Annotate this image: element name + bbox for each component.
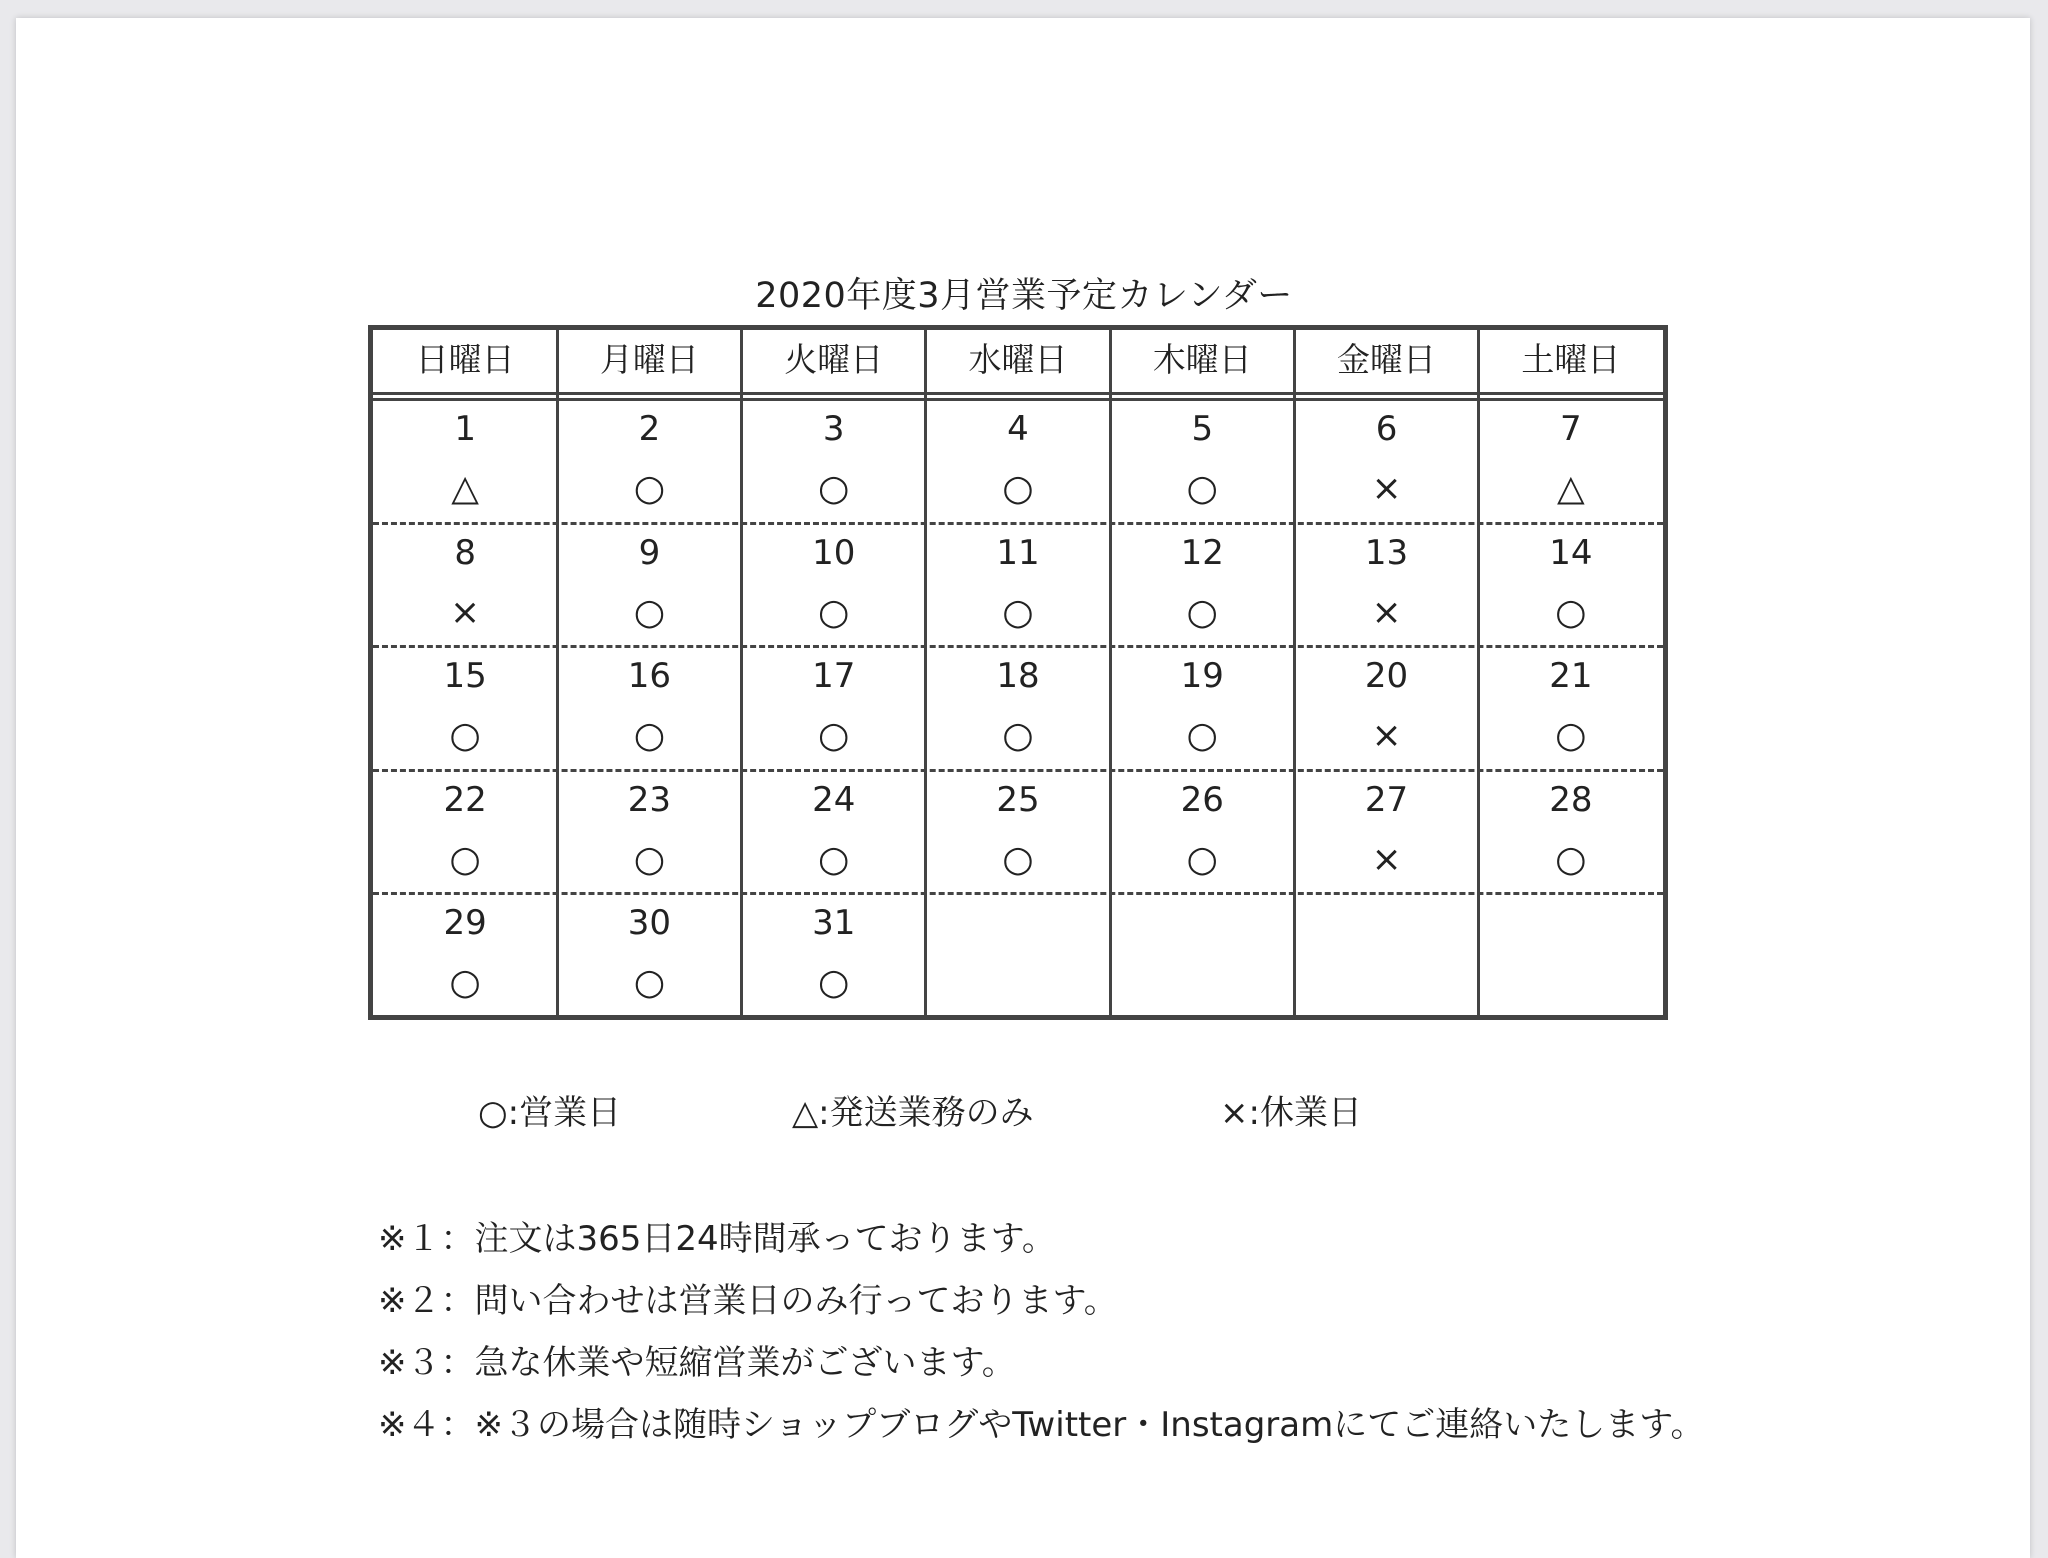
notes-list bbox=[378, 1208, 1705, 1456]
day-number: 2 bbox=[638, 409, 661, 449]
status-mark: ○ bbox=[1002, 715, 1034, 757]
note-item: ※３：急な休業や短縮営業がございます。 bbox=[378, 1343, 1016, 1383]
status-mark: × bbox=[450, 591, 481, 633]
day-cell bbox=[1110, 401, 1294, 522]
status-mark: ○ bbox=[633, 468, 666, 509]
day-cell bbox=[1110, 525, 1294, 646]
day-cell bbox=[1110, 772, 1294, 893]
business-calendar-table bbox=[368, 325, 1668, 1020]
day-number: 19 bbox=[1180, 656, 1224, 697]
status-mark: ○ bbox=[817, 591, 850, 633]
day-number: 4 bbox=[1007, 409, 1029, 449]
day-cell bbox=[1479, 525, 1663, 646]
day-cell bbox=[557, 401, 741, 522]
day-number: 13 bbox=[1364, 532, 1409, 573]
day-cell-empty bbox=[1294, 895, 1478, 1019]
calendar-title: 2020年度3月営業予定カレンダー bbox=[755, 276, 1293, 316]
status-mark: ○ bbox=[1186, 468, 1218, 509]
status-mark: ○ bbox=[1002, 591, 1034, 633]
weekday-thursday: 木曜日 bbox=[1152, 340, 1252, 379]
weekday-wednesday: 水曜日 bbox=[968, 340, 1068, 379]
week-row-4 bbox=[373, 772, 1663, 896]
day-number: 14 bbox=[1549, 532, 1593, 573]
status-mark: ○ bbox=[817, 838, 850, 880]
day-cell bbox=[1294, 772, 1478, 893]
week-row-5 bbox=[373, 895, 1663, 1019]
day-cell bbox=[1294, 401, 1478, 522]
day-cell bbox=[742, 525, 926, 646]
day-cell bbox=[373, 648, 557, 769]
day-number: 23 bbox=[627, 779, 672, 820]
day-cell bbox=[926, 648, 1110, 769]
day-cell bbox=[373, 895, 557, 1019]
day-cell-empty bbox=[1479, 895, 1663, 1019]
status-mark: ○ bbox=[1555, 715, 1587, 757]
status-mark: △ bbox=[451, 468, 479, 509]
weekday-friday: 金曜日 bbox=[1337, 340, 1437, 379]
day-cell bbox=[742, 895, 926, 1019]
status-mark: ○ bbox=[1186, 715, 1218, 757]
column-divider bbox=[924, 330, 927, 1015]
day-number: 28 bbox=[1549, 779, 1593, 820]
day-number: 27 bbox=[1364, 779, 1409, 820]
day-number: 5 bbox=[1191, 409, 1214, 449]
day-number: 20 bbox=[1364, 656, 1409, 697]
calendar-body bbox=[373, 401, 1663, 1015]
weekday-saturday: 土曜日 bbox=[1521, 340, 1621, 379]
day-cell bbox=[926, 772, 1110, 893]
day-cell-empty bbox=[926, 895, 1110, 1019]
weekday-monday: 月曜日 bbox=[599, 340, 699, 379]
note-item: ※４：※３の場合は随時ショップブログやTwitter・Instagramにてご連絡いたします。 bbox=[378, 1405, 1705, 1445]
day-cell bbox=[1110, 648, 1294, 769]
day-number: 7 bbox=[1560, 409, 1582, 449]
day-cell bbox=[557, 648, 741, 769]
status-mark: ○ bbox=[1555, 591, 1587, 633]
day-cell bbox=[926, 401, 1110, 522]
day-cell bbox=[1479, 772, 1663, 893]
day-cell bbox=[742, 401, 926, 522]
day-number: 22 bbox=[443, 779, 487, 820]
status-mark: × bbox=[1371, 715, 1402, 757]
status-mark: ○ bbox=[817, 962, 850, 1004]
week-row-1 bbox=[373, 401, 1663, 525]
weekday-tuesday: 火曜日 bbox=[784, 340, 884, 379]
day-cell bbox=[557, 525, 741, 646]
status-mark: ○ bbox=[633, 591, 666, 633]
day-number: 24 bbox=[812, 779, 856, 820]
day-number: 31 bbox=[812, 903, 856, 944]
status-mark: ○ bbox=[1186, 591, 1218, 633]
day-cell bbox=[1479, 648, 1663, 769]
day-cell bbox=[926, 525, 1110, 646]
column-divider bbox=[556, 330, 559, 1015]
day-number: 17 bbox=[812, 656, 856, 697]
status-mark: ○ bbox=[1186, 838, 1218, 880]
status-mark: × bbox=[1371, 838, 1402, 880]
day-number: 8 bbox=[454, 532, 476, 573]
status-mark: ○ bbox=[449, 838, 481, 880]
status-mark: ○ bbox=[1002, 838, 1034, 880]
status-mark: ○ bbox=[449, 715, 481, 757]
status-mark: ○ bbox=[633, 962, 666, 1004]
day-number: 15 bbox=[443, 656, 487, 697]
legend-closed-day: ×:休業日 bbox=[1220, 1093, 1362, 1133]
status-mark: ○ bbox=[449, 962, 481, 1004]
note-item: ※１：注文は365日24時間承っております。 bbox=[378, 1219, 1056, 1259]
week-row-2 bbox=[373, 525, 1663, 649]
status-mark: ○ bbox=[1555, 838, 1587, 880]
day-cell bbox=[557, 772, 741, 893]
day-cell bbox=[557, 895, 741, 1019]
day-cell bbox=[373, 525, 557, 646]
status-mark: △ bbox=[1556, 468, 1585, 509]
day-cell bbox=[1294, 525, 1478, 646]
day-cell bbox=[1294, 648, 1478, 769]
day-number: 1 bbox=[454, 409, 476, 449]
day-number: 9 bbox=[638, 532, 661, 573]
status-mark: × bbox=[1371, 591, 1402, 633]
status-mark: ○ bbox=[817, 468, 850, 509]
legend-shipping-only: △:発送業務のみ bbox=[792, 1093, 1034, 1133]
day-cell bbox=[742, 772, 926, 893]
day-cell-empty bbox=[1110, 895, 1294, 1019]
day-cell bbox=[742, 648, 926, 769]
status-mark: ○ bbox=[633, 838, 666, 880]
column-divider bbox=[1477, 330, 1480, 1015]
day-cell bbox=[1479, 401, 1663, 522]
day-number: 16 bbox=[627, 656, 672, 697]
day-cell bbox=[373, 772, 557, 893]
day-number: 25 bbox=[996, 779, 1040, 820]
day-number: 6 bbox=[1375, 409, 1398, 449]
header-double-rule bbox=[373, 392, 1663, 401]
status-mark: ○ bbox=[1002, 468, 1034, 509]
day-cell bbox=[373, 401, 557, 522]
week-row-3 bbox=[373, 648, 1663, 772]
day-number: 3 bbox=[822, 409, 845, 449]
status-mark: ○ bbox=[817, 715, 850, 757]
column-divider bbox=[1109, 330, 1112, 1015]
column-divider bbox=[740, 330, 743, 1015]
day-number: 21 bbox=[1549, 656, 1593, 697]
legend-open-day: ○:営業日 bbox=[478, 1093, 622, 1133]
weekday-sunday: 日曜日 bbox=[415, 340, 515, 379]
weekday-header-row bbox=[373, 330, 1663, 392]
day-number: 12 bbox=[1180, 532, 1224, 573]
day-number: 26 bbox=[1180, 779, 1224, 820]
column-divider bbox=[1293, 330, 1296, 1015]
day-number: 29 bbox=[443, 903, 487, 944]
day-number: 11 bbox=[996, 532, 1040, 573]
status-mark: × bbox=[1371, 468, 1402, 509]
status-mark: ○ bbox=[633, 715, 666, 757]
note-item: ※２：問い合わせは営業日のみ行っております。 bbox=[378, 1281, 1118, 1321]
day-number: 30 bbox=[627, 903, 672, 944]
day-number: 18 bbox=[996, 656, 1040, 697]
day-number: 10 bbox=[812, 532, 856, 573]
